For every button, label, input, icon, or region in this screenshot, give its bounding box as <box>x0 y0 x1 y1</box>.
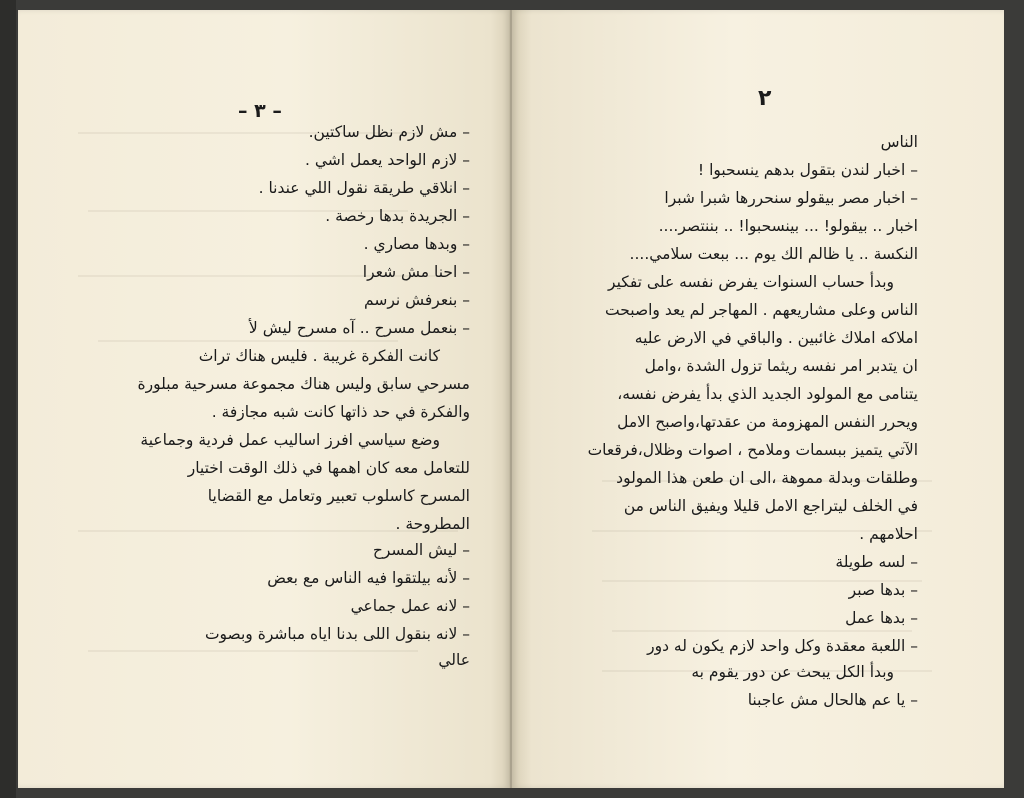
text-line: – اللعبة معقدة وكل واحد لازم يكون له دور <box>647 637 918 655</box>
text-line: النكسة .. يا ظالم الك يوم ... ببعت سلامي.... <box>629 245 918 263</box>
left-page <box>18 10 510 788</box>
text-line: – احنا مش شعرا <box>362 263 470 281</box>
scanner-edge <box>0 0 16 798</box>
text-line: المسرح كاسلوب تعبير وتعامل مع القضايا <box>207 487 470 505</box>
text-line: – اخبار مصر بيقولو سنحررها شبرا شبرا <box>664 189 918 207</box>
text-line: الناس <box>880 133 918 151</box>
text-line: – بدها صبر <box>848 581 918 599</box>
text-line: وبدأ الكل يبحث عن دور يقوم به <box>691 663 894 681</box>
text-line: وطلقات وبدلة مموهة ،الى ان طعن هذا المولود <box>616 469 918 487</box>
text-line: – وبدها مصاري . <box>363 235 470 253</box>
text-line: الناس وعلى مشاريعهم . المهاجر لم يعد واصبحت <box>605 301 918 319</box>
text-line: – لانه عمل جماعي <box>350 597 470 615</box>
right-page <box>512 10 1004 788</box>
text-line: والفكرة في حد ذاتها كانت شبه مجازفة . <box>211 403 470 421</box>
text-line: – بدها عمل <box>845 609 918 627</box>
text-line: يتنامى مع المولود الجديد الذي بدأ يفرض نفسه، <box>617 385 918 403</box>
text-line: ويحرر النفس المهزومة من عقدتها،واصبح الامل <box>617 413 918 431</box>
text-line: احلامهم . <box>859 525 918 543</box>
text-line: املاكه املاك غائبين . والباقي في الارض عليه <box>634 329 918 347</box>
text-line: – ليش المسرح <box>372 541 470 559</box>
text-line: في الخلف ليتراجع الامل قليلا ويفيق الناس من <box>623 497 918 515</box>
text-line: وضع سياسي افرز اساليب عمل فردية وجماعية <box>140 431 440 449</box>
text-line: – انلاقي طريقة نقول اللي عندنا . <box>258 179 470 197</box>
text-line: مسرحي سابق وليس هناك مجموعة مسرحية مبلورة <box>137 375 470 393</box>
text-line: اخبار .. بيقولو! ... بينسحبوا! .. بننتصر.... <box>658 217 918 235</box>
text-line: – لانه بنقول اللى بدنا اياه مباشرة وبصوت <box>204 625 470 643</box>
text-line: عالي <box>438 651 470 669</box>
page-number: ٢ <box>758 86 772 111</box>
text-line: للتعامل معه كان اهمها في ذلك الوقت اختيار <box>187 459 470 477</box>
text-line: المطروحة . <box>395 515 470 533</box>
text-line: – يا عم هالحال مش عاجبنا <box>747 691 918 709</box>
text-line: ان يتدبر امر نفسه ريثما تزول الشدة ،وامل <box>644 357 918 375</box>
text-line: – مش لازم نظل ساكتين. <box>308 123 470 141</box>
text-line: كانت الفكرة غريبة . فليس هناك تراث <box>198 347 440 365</box>
text-line: الآتي يتميز ببسمات وملامح ، اصوات وظلال،فرقعات <box>587 441 918 459</box>
text-line: – بنعمل مسرح .. آه مسرح ليش لأ <box>248 319 470 337</box>
text-line: – لازم الواحد يعمل اشي . <box>305 151 470 169</box>
text-line: – بنعرفش نرسم <box>364 291 470 309</box>
text-line: – لسه طويلة <box>835 553 918 571</box>
text-line: – لأنه بيلتقوا فيه الناس مع بعض <box>267 569 470 587</box>
text-line: – اخبار لندن بتقول بدهم ينسحبوا ! <box>697 161 918 179</box>
text-line: وبدأ حساب السنوات يفرض نفسه على تفكير <box>608 273 894 291</box>
text-line: – الجريدة بدها رخصة . <box>325 207 470 225</box>
page-number: – ٣ – <box>238 100 282 122</box>
